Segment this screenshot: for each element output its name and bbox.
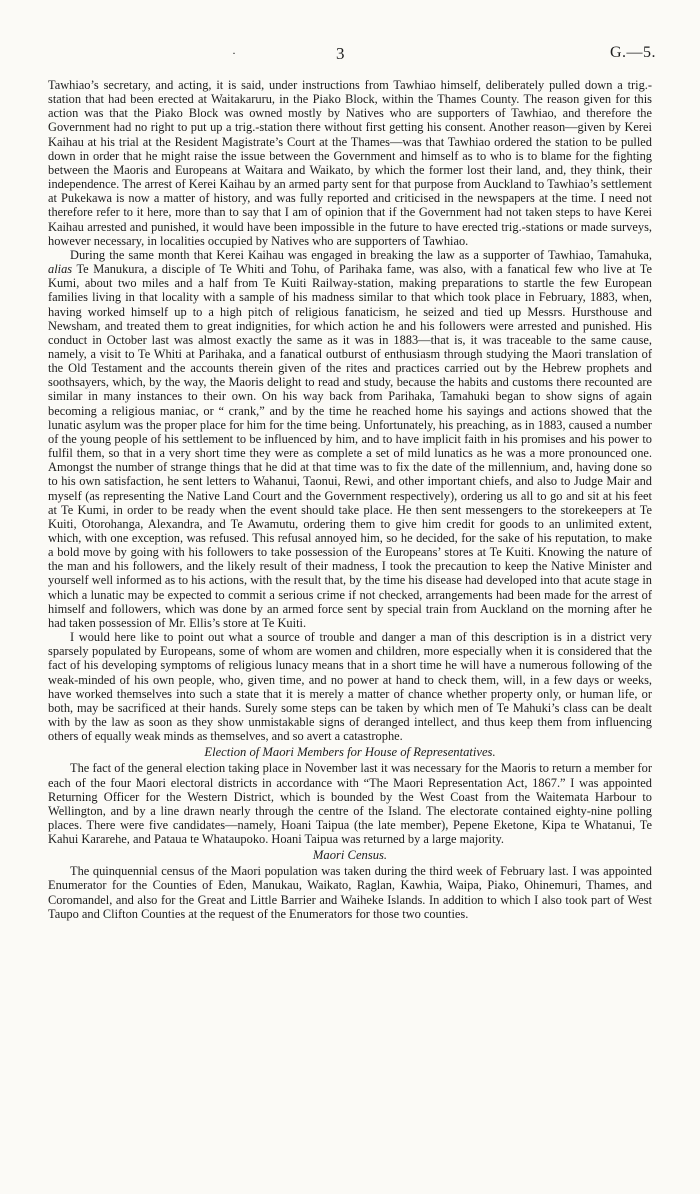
header-marker: ·	[232, 46, 236, 60]
paragraph-tamahuka-start: During the same month that Kerei Kaihau was engaged in breaking the law as a supporter of Tawhiao, Tamahuka,	[70, 247, 652, 262]
alias-word: alias	[48, 262, 73, 277]
page-header	[0, 44, 700, 66]
paragraph-tamahuka-rest: Te Manukura, a disciple of Te Whiti and Tohu, of Parihaka fame, was also, with a fanatical few who live at Te Kumi, about two miles and a half from Te Kuiti Railway-station, making preparations to startle the few European families living in that locality with a sample of his madness similar to that which took place in February, 1883, when, having worked himself up to a high pitch of religious fanaticism, he seized and tied up Messrs. Hursthouse and Newsham, and treated them to great indignities, for which action he and his followers were arrested and punished. His conduct in October last was almost exactly the same as it was in 1883—that is, it was traceable to the same cause, namely, a visit to Te Whiti at Parihaka, and a fanatical outburst of enthusiasm through studying the Maori translation of the Old Testament and the accounts therein given of the rites and practices carried out by the Hebrew prophets and soothsayers, which, by the way, the Maoris delight to read and study, because the habits and customs there recounted are similar in many instances to their own. On his way back from Parihaka, Tamahuki began to show signs of again becoming a religious maniac, or “ crank,” and by the time he reached home his sayings and actions showed that the lunatic asylum was the proper place for him for the time being. Unfortunately, his preaching, as in 1883, caused a number of the young people of his settlement to be influenced by him, and to have implicit faith in his promises and his power to fulfil them, so that in a very short time they were as complete a set of mild lunatics as he was a more pronounced one. Amongst the number of strange things that he did at that time was to fix the date of the millennium, and, having done so to his own satisfaction, he sent letters to Wahanui, Taonui, Rewi, and other important chiefs, and also to Judge Mair and myself (as representing the Native Land Court and the Government respectively), ordering us all to go and sit at his feet at Te Kumi, in order to be ready when the event should take place. He then sent messengers to the storekeepers at Te Kuiti, Otorohanga, Alexandra, and Te Awamutu, ordering them to give him credit for goods to an unlimited extent, which, with one exception, was refused. This refusal annoyed him, so he decided, for the sake of his reputation, to make a bold move by going with his followers to take possession of the Europeans’ stores at Te Kuiti. Knowing the nature of the man and his followers, and the likely result of their madness, I took the precaution to keep the Native Minister and yourself well informed as to his actions, with the result that, by the time his disease had developed into that acute stage in which a lunatic may be expected to commit a serious crime if not checked, arrangements had been made for the arrest of himself and followers, which was done by an armed force sent by special train from Auckland on the morning after he had taken possession of Mr. Ellis’s store at Te Kuiti.	[48, 262, 652, 630]
paragraph-danger: I would here like to point out what a source of trouble and danger a man of this description is in a district very sparsely populated by Europeans, some of whom are women and children, more especially when it is considered that the fact of his developing symptoms of religious lunacy means that in a short time he will have a numerous following of the weak-minded of his own people, who, given time, and no power at hand to check them, will, in a few days or weeks, have worked themselves into such a state that it is merely a matter of chance whether property only, or human life, or both, may be sacrificed at their hands. Surely some steps can be taken by which men of Te Mahuki’s class can be dealt with by the law as soon as they show unmistakable signs of deranged intellect, and thus keep them from influencing others of equally weak minds as themselves, and so avert a catastrophe.	[48, 630, 652, 744]
paragraph-census: The quinquennial census of the Maori population was taken during the third week of February last. I was appointed Enumerator for the Counties of Eden, Manukau, Waikato, Raglan, Kawhia, Waipa, Piako, Ohinemuri, Thames, and Coromandel, and also for the Great and Little Barrier and Waiheke Islands. In addition to which I also took part of West Taupo and Clifton Counties at the request of the Enumerators for those two counties.	[48, 864, 652, 921]
paragraph-election: The fact of the general election taking place in November last it was necessary for the Maoris to return a member for each of the four Maori electoral districts in accordance with “The Maori Representation Act, 1867.” I was appointed Returning Officer for the Western District, which is bounded by the West Coast from the Waitemata Harbour to Wellington, and by a line drawn nearly through the centre of the Island. The electorate contained eighty-nine polling places. There were five candidates—namely, Hoani Taipua (the late member), Pepene Eketone, Kipa te Whatanui, Te Kahui Kararehe, and Pataua te Whataupoko. Hoani Taipua was returned by a large majority.	[48, 761, 652, 847]
heading-election: Election of Maori Members for House of Representatives.	[204, 745, 496, 760]
paragraph-trig-station: Tawhiao’s secretary, and acting, it is said, under instructions from Tawhiao himself, deliberately pulled down a trig.-station that had been erected at Waitakaruru, in the Piako Block, within the Thames County. The reason given for this action was that the Piako Block was owned mostly by Natives who are supporters of Tawhiao, and therefore the Government had no right to put up a trig.-station there without first getting his consent. Another reason—given by Kerei Kaihau at his trial at the Resident Magistrate’s Court at the Thames—was that Tawhiao ordered the station to be pulled down in order that he might raise the issue between the Government and himself as to who is to blame for the fighting between the Maoris and Europeans at Waitara and Waikato, by which the former lost their land, and, they think, their independence. The arrest of Kerei Kaihau by an armed party sent for that purpose from Auckland to Tawhiao’s settlement at Pukekawa is now a matter of history, and was fully reported and criticised in the newspapers at the time. I need not therefore refer to it here, more than to say that I am of opinion that if the Government had not taken steps to have Kerei Kaihau arrested and punished, it would have been impossible in the future to have erected trig.-stations or made surveys, however necessary, in localities occupied by Natives who are supporters of Tawhiao.	[48, 78, 652, 248]
document-body	[48, 78, 652, 921]
paragraph-tamahuka	[48, 248, 652, 630]
document-reference: G.—5.	[609, 44, 656, 61]
heading-census: Maori Census.	[312, 848, 388, 863]
page-number: 3	[336, 44, 345, 63]
